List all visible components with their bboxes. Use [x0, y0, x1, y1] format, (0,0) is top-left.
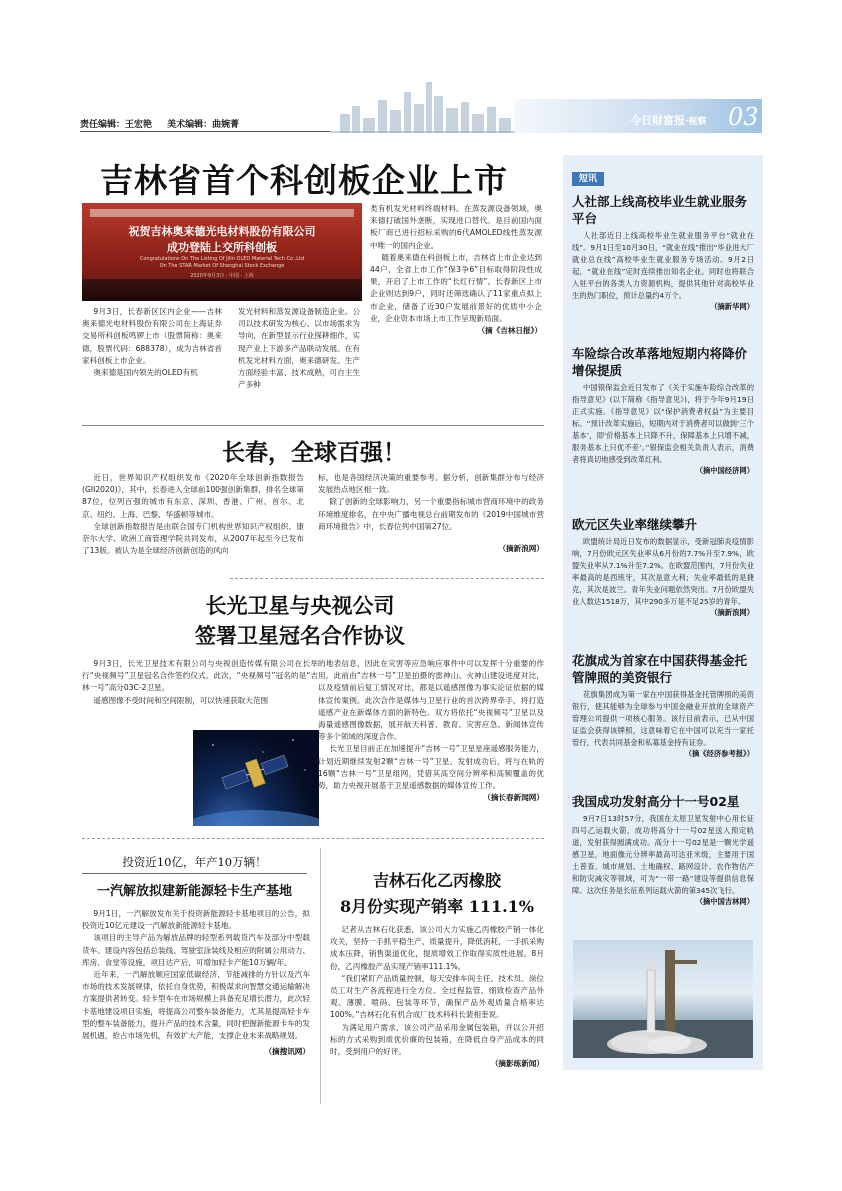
brief-item-title: 花旗成为首家在中国获得基金托管牌照的美资银行	[572, 653, 748, 685]
brief-item-text: 中国银保监会近日发布了《关于实施车险综合改革的指导意见》(以下简称《指导意见》)，将于今年9月19日正式实施。《指导意见》以“保护消费者权益”为主要目标。“预计改革实施后，短期内对于消费者可以做到‘三个基本’，即‘价格基本上只降不升，保障基本上只增不减，服务基本上只优不差’。”银保监会相关负责人表示，消费者将真切地感受到改革红利。	[572, 383, 754, 464]
lead-headline: 吉林省首个科创板企业上市	[100, 161, 508, 200]
story2-column-1	[82, 472, 304, 557]
story4-headline: 一汽解放拟建新能源轻卡生产基地	[96, 884, 292, 899]
brief-item-title: 欧元区失业率继续攀升	[572, 517, 698, 532]
brief-item-text: 欧盟统计局近日发布的数据显示，受新冠肺炎疫情影响，7月份欧元区失业率从6月份的7.7%升至7.9%，欧盟失业率从7.1%升至7.2%。在欧盟范围内，7月份失业率最高的是西班牙，其次是意大利；失业率最低的是捷克，其次是波兰。青年失业问题依然突出。7月份欧盟失业人数达1518万，其中290多万是不足25岁的青年。	[572, 537, 754, 606]
story3-column-1	[82, 658, 318, 707]
brief-item-title: 人社部上线高校毕业生就业服务平台	[572, 194, 748, 226]
story2-para-4: 除了创新的全球影响力，另一个重要指标城市营商环境中的政务环境维度排名，在中央广播电视总台前期发布的《2019中国城市营商环境报告》中，长春位列中国第27位。	[318, 497, 544, 531]
brief-item-2	[572, 345, 754, 476]
story5-headline-figure: 111.1%	[468, 897, 535, 916]
header-rule	[80, 131, 330, 132]
brief-item-title: 车险综合改革落地短期内将降价增保提质	[572, 346, 748, 378]
satellite-photo	[193, 730, 319, 826]
banner-line-2: 成功登陆上交所科创板	[167, 241, 277, 254]
brief-item-text: 9月7日13时57分，我国在太原卫星发射中心用长征四号乙运载火箭，成功将高分十一号02星送入预定轨道，发射获得圆满成功。高分十一号02星是一颗光学遥感卫星，地面像元分辨率最高可达亚米级，主要用于国土普查、城市规划、土地确权、路网设计、农作物估产和防灾减灾等领域，可为“一带一路”建设等提供信息保障。这次任务是长征系列运载火箭的第345次飞行。	[572, 814, 754, 895]
listing-ceremony-photo	[82, 203, 362, 301]
story3-source: （摘长春新闻网）	[483, 793, 544, 803]
story5-headline-1: 吉林石化乙丙橡胶	[372, 871, 501, 890]
lead-source: （摘《吉林日报》）	[477, 326, 542, 336]
brief-item-source: （摘《经济参考报》）	[684, 749, 754, 758]
story2-column-2	[318, 472, 544, 554]
story3-para-1: 9月3日，长光卫星技术有限公司与央视创造传媒有限公司在长举行“央视频号”卫星冠名合作签约仪式。此次，“央视频号”冠名的是“吉林一号”高分03C-2卫星。	[82, 659, 318, 693]
story2-para-1: 近日，世界知识产权组织发布《2020年全球创新指数报告(GII2020)》，其中，长春进入全球前100强创新集群，排名全球第87位，位列百强的城市有东京、深圳、香港、广州、首尔、北京、纽约、上海、巴黎、华盛顿等城市。	[82, 473, 304, 519]
story4-para-3: 近年来，一汽解放顺应国家低碳经济、节能减排的方针以及汽车市场的技术发展规律，依托自身优势，积极谋求向智慧交通运输解决方案提供者转变。轻卡型车在市场规模上具备充足增长潜力，此次轻卡基地建设项目实施，将提高公司整车装备能力，尤其是提高轻卡车型的整车装备能力，提升产品的技术含量，同时把握新能源卡车的发展机遇，抢占市场先机，有效扩大产能，支撑企业未来战略规划。	[82, 970, 310, 1041]
brief-item-source: （摘新华网）	[710, 302, 754, 311]
lead-column-1	[82, 306, 222, 379]
brief-item-3	[572, 516, 754, 618]
brief-item-4	[572, 652, 754, 759]
story4-kicker: 投资近10亿，年产10万辆！	[122, 855, 267, 869]
story4-source: （摘搜讯网）	[264, 1047, 310, 1057]
banner-en-2: On The STAR Market Of Shanghai Stock Exchange	[159, 263, 285, 269]
section-divider	[82, 425, 544, 426]
story2-para-3: 标，也是各国经济决策的重要参考。据分析，创新集群分布与经济发展热点地区相一致。	[318, 473, 544, 495]
column-divider	[320, 848, 321, 1104]
skyline-graphic	[330, 78, 515, 133]
lead-para-3b: 随着奥来德在科创板上市，吉林省上市企业达到44户，全省上市工作“保3争6”目标取得阶段性成果，开启了上市工作的“长红行情”。长春新区上市企业则达到9户，同时还筛选确认了11家重点拟上市企业，储备了近30户发展前景好的优质中小企业，企业资本市场上市工作呈现新局面。	[370, 252, 542, 323]
story4-para-1: 9月1日，一汽解放发布关于投资新能源轻卡基地项目的公告，拟投资近10亿元建设一汽解放新能源轻卡基地。	[82, 909, 310, 931]
banner-line-1: 祝贺吉林奥来德光电材料股份有限公司	[128, 225, 316, 238]
story3-para-4: 长光卫星目前正在加速提升“吉林一号”卫星星座遥感服务能力，计划近期继续发射2颗“吉林一号”卫星。发射成功后，将与在轨的16颗“吉林一号”卫星组网，凭借其高空间分辨率和高频覆盖的优势，助力央视开展基于卫星遥感数据的媒体宣传工作。	[318, 744, 544, 791]
story-divider-dashed	[230, 578, 544, 579]
brief-item-title: 我国成功发射高分十一号02星	[572, 794, 740, 809]
brief-tag: 短讯	[572, 172, 604, 186]
lead-column-3	[370, 203, 542, 336]
lead-para-2: 发光材料和蒸发源设备制造企业。公司以技术研发为核心、以市场需求为导向，在新型显示行业探耕细作，实现产业上下游多产品联动发展。在有机发光材料方面，奥来德研发、生产方面经验丰富、技术成熟，可自主生产多种	[238, 307, 360, 390]
brief-item-source: （摘中国吉林网）	[695, 897, 754, 906]
story4-para-2: 该项目的主导产品为解放品牌的轻型系列载货汽车及部分中型载货车。建设内容包括总装线、驾驶室涂装线及相应的附属公用动力、库房、食堂等设施，项目达产后，可增加轻卡产能10万辆/年。	[82, 933, 310, 967]
rocket-illustration	[573, 940, 753, 1058]
lead-para-1b: 奥来德是国内领先的OLED有机	[93, 368, 198, 378]
page-number: 03	[728, 103, 759, 131]
photo-stage	[82, 279, 362, 301]
chief-editor: 责任编辑：王宏艳	[80, 120, 153, 130]
lead-column-2	[238, 306, 360, 391]
brief-item-source: （摘新浪网）	[710, 608, 754, 617]
brief-item-source: （摘中国经济网）	[695, 466, 754, 475]
story4-kicker-rule	[82, 873, 307, 874]
story5-para-3: 为满足用户需求，该公司产品采用金属包装箱，并以公开招标的方式采购到质优价廉的包装箱，在降低自身产品成本的同时，受到用户的好评。	[330, 1022, 544, 1057]
story5-headline-2	[330, 894, 544, 917]
story3-para-2: 遥感图像不受时间和空间限制，可以快速获取大范围	[93, 695, 269, 705]
story3-column-2	[318, 658, 544, 803]
story3-headline-2: 签署卫星冠名合作协议	[195, 623, 405, 648]
editor-credits	[80, 117, 251, 130]
satellite-illustration	[193, 730, 319, 826]
story5-body	[330, 924, 544, 1069]
lead-para-1: 9月3日，长春新区区内企业——吉林奥来德光电材料股份有限公司在上海证券交易所科创板鸣锣上市（股票简称：奥来德，股票代码：688378），成为吉林省首家科创板上市企业。	[82, 307, 222, 365]
story3-para-3: 的地表信息，因此在灾害等应急响应事件中可以发挥十分重要的作用。此前由“吉林一号”卫星拍摄的雷神山、火神山建设进度对比，以及疫情前后复工情况对比，都是以遥感图像为事实论证依据的媒体宣传案例。此次合作是媒体与卫星行业的首次跨界牵手，将打造遥感产业在新媒体方面的新特色。双方将依托“央视频号”卫星以及海量遥感图像数据，展开航天科普、教育、灾害应急、新闻体宣传等多个领域的深度合作。	[318, 659, 544, 742]
story5-source: （摘影练新闻）	[490, 1059, 544, 1069]
brief-item-text: 花旗集团成为第一家在中国获得基金托管牌照的美资银行，使其能够为全球参与中国金融业开放的全球资产管理公司提供一项核心服务。该行目前表示，已从中国证监会获得该牌照，这意味着它在中国可以充当一家托管行，代表共同基金和私募基金持有证券。	[572, 690, 754, 747]
story2-source: （摘新浪网）	[498, 544, 544, 554]
banner-en-1: Congratulations On The Listing Of Jilin OLED Material Tech Co.,Ltd	[139, 256, 305, 262]
story4-body	[82, 908, 310, 1057]
story3-headline-1: 长光卫星与央视公司	[205, 593, 395, 618]
rocket-launch-photo	[573, 940, 753, 1058]
story5-para-1: 记者从吉林石化获悉，该公司大力实施乙丙橡胶产销一体化攻关，坚持一手抓平稳生产、质量提升，降低消耗，一手抓采购成本压降，销售渠道优化，提质增效工作取得实质性进展。8月份，乙丙橡胶产品实现产销率111.1%。	[330, 925, 544, 971]
story-divider-dashed-2	[82, 838, 544, 839]
section-name: ·视察	[685, 117, 707, 127]
story5-para-2: “我们紧盯产品质量控制，每天安排车间主任、技术员、岗位员工对生产各流程进行全方位、全过程监管，细致检查产品外观、薄膜、喷码、包装等环节，确保产品外观质量合格率达100%。”吉林石化有机合成厂技术科科长裴相奎说。	[330, 973, 544, 1020]
photo-top-strip	[90, 209, 354, 217]
lead-para-3a: 类有机发光材料终端材料。在蒸发源设备领域，奥来德打破国外垄断，实现进口替代。是目前国内面板厂商已进行招标采购的6代AMOLED线性蒸发源中唯一的国内企业。	[370, 204, 542, 250]
story5-headline-text: 8月份实现产销率	[339, 897, 464, 916]
paper-name	[630, 112, 706, 128]
story2-para-2: 全球创新指数报告是由联合国专门机构世界知识产权组织、康奈尔大学、欧洲工商管理学院共同发布，从2007年起至今已发布了13版。被认为是全球经济创新创造的风向	[82, 521, 304, 556]
banner-date: 2020年9月3日 · 中国 · 上海	[190, 273, 254, 279]
brief-item-5	[572, 793, 754, 907]
story2-headline: 长春，全球百强！	[222, 439, 406, 466]
brief-item-text: 人社部近日上线高校毕业生就业服务平台“就业在线”。9月1日至10月30日，“就业在线”推出“毕业进大厂 就业总在线”高校毕业生就业服务专场活动。9月2日起，“就业在线”定时连续推出知名企业。同时也将联合入驻平台的各类人力资源机构，提供其他针对高校毕业生的热门职位，预计总量约4万个。	[572, 231, 754, 300]
paper-title: 今日财富报	[630, 114, 685, 127]
brief-item-1	[572, 193, 754, 312]
art-editor: 美术编辑：曲婉菁	[167, 120, 240, 130]
